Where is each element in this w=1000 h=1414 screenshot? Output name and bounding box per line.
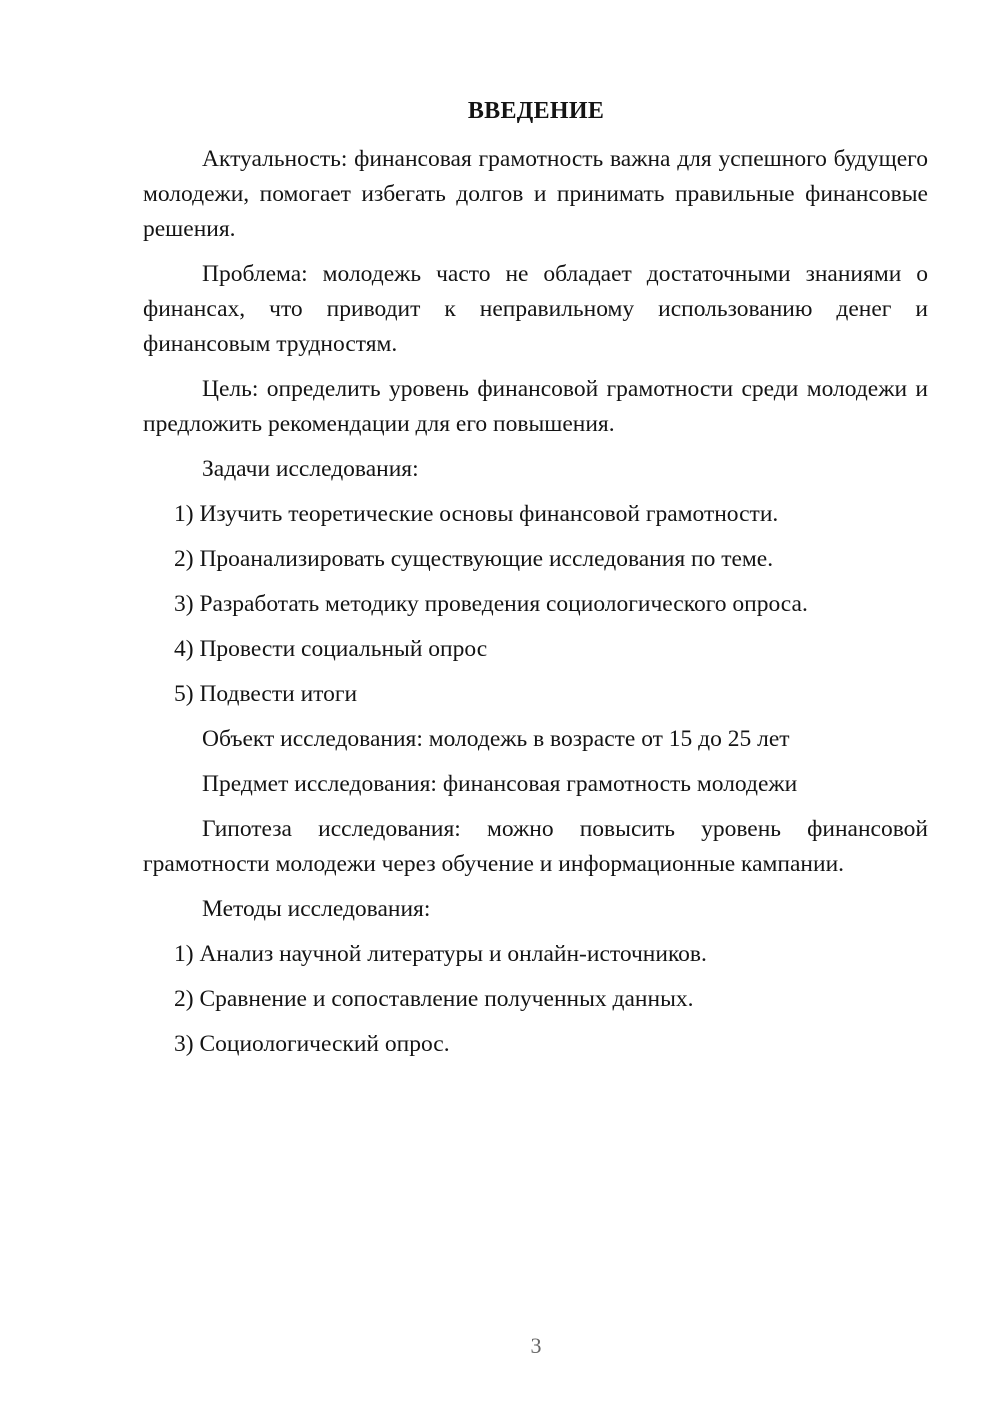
method-item-1: 1) Анализ научной литературы и онлайн-источников. [174,941,707,967]
paragraph-relevance: Актуальность: финансовая грамотность важна для успешного будущего молодежи, помогает избегать долгов и принимать правильные финансовые решения. [143,146,928,242]
document-body [143,142,928,1072]
section-heading: ВВЕДЕНИЕ [467,98,605,124]
page-number: 3 [530,1333,542,1358]
tasks-title: Задачи исследования: [202,456,419,482]
methods-title: Методы исследования: [202,896,431,922]
paragraph-problem: Проблема: молодежь часто не обладает достаточными знаниями о финансах, что приводит к неправильному использованию денег и финансовым трудностям. [143,261,928,357]
method-item-2: 2) Сравнение и сопоставление полученных данных. [174,986,694,1012]
paragraph-goal: Цель: определить уровень финансовой грамотности среди молодежи и предложить рекомендации для его повышения. [143,376,928,437]
task-item-4: 4) Провести социальный опрос [174,636,488,662]
task-item-5: 5) Подвести итоги [174,681,358,707]
task-item-2: 2) Проанализировать существующие исследования по теме. [174,546,774,572]
task-item-1: 1) Изучить теоретические основы финансовой грамотности. [174,501,779,527]
research-hypothesis: Гипотеза исследования: можно повысить уровень финансовой грамотности молодежи через обучение и информационные кампании. [143,816,928,877]
research-subject: Предмет исследования: финансовая грамотность молодежи [202,771,798,797]
research-object: Объект исследования: молодежь в возрасте от 15 до 25 лет [202,726,790,752]
method-item-3: 3) Социологический опрос. [174,1031,450,1057]
task-item-3: 3) Разработать методику проведения социологического опроса. [174,591,808,617]
